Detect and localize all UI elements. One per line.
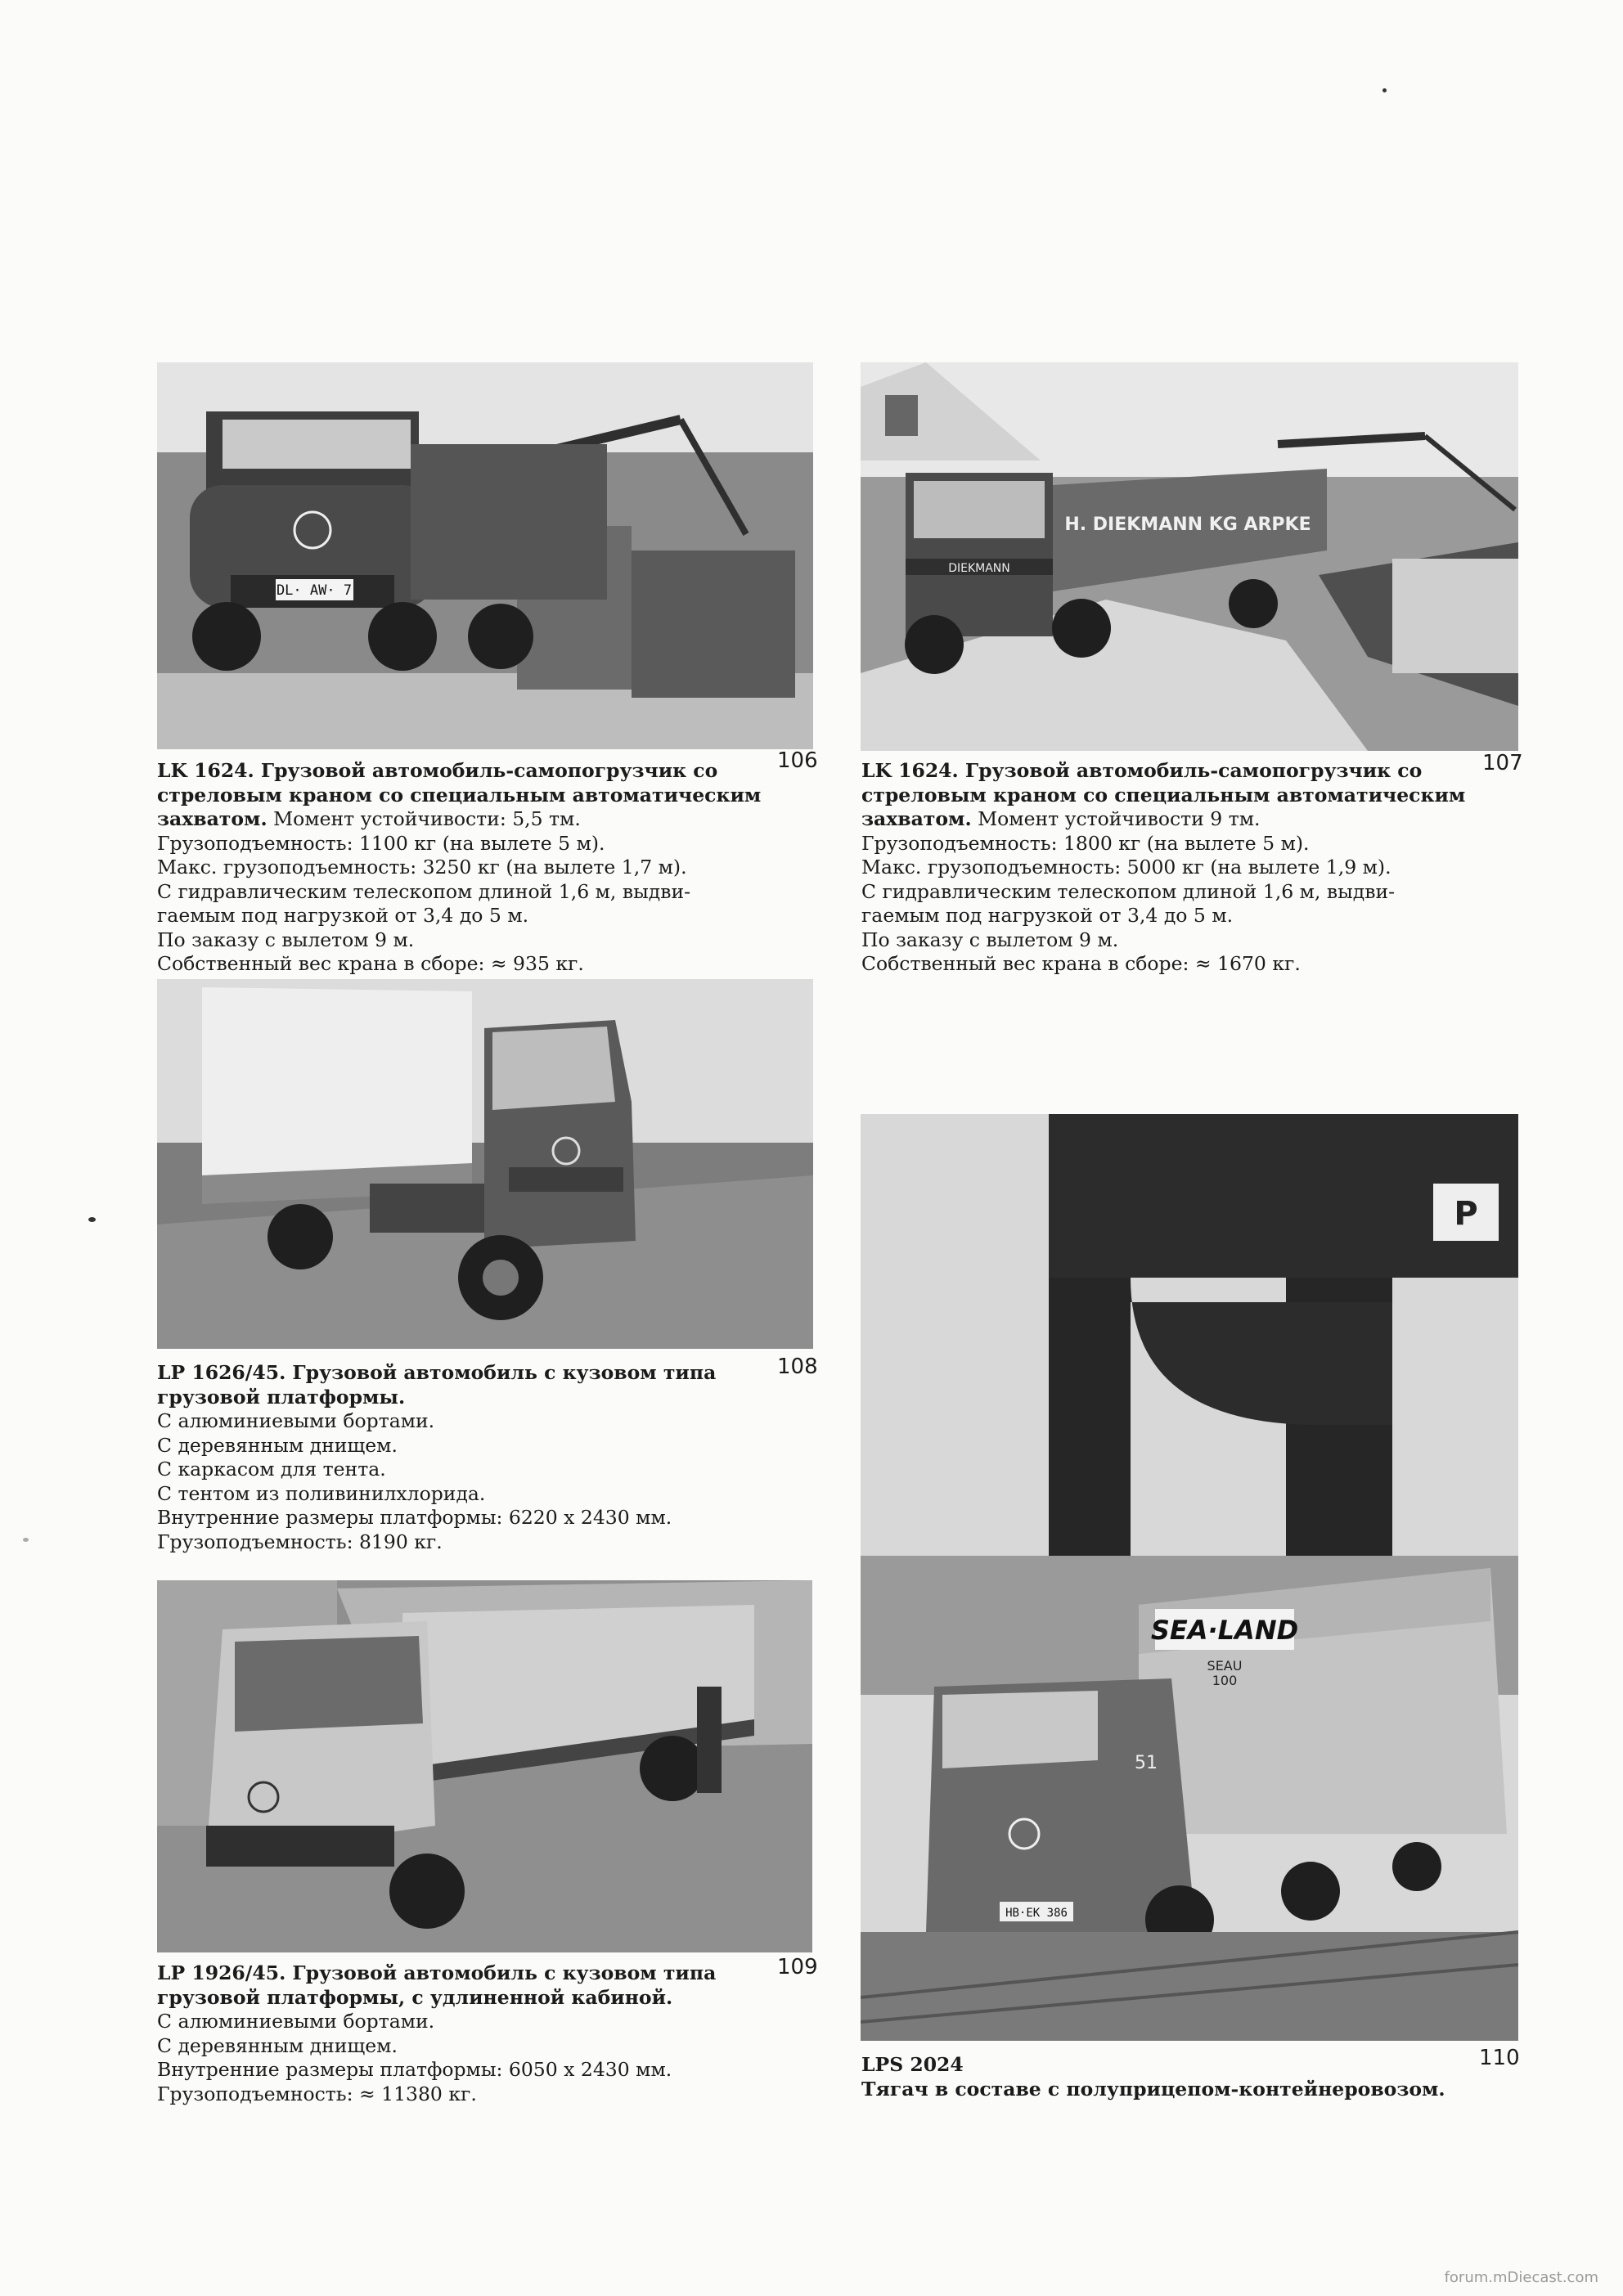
photo-number-109: 109 <box>777 1955 818 1979</box>
caption-109 <box>157 1961 787 2106</box>
caption-lead-mixed: захватом. Момент устойчивости: 5,5 тм. <box>157 807 581 830</box>
cab-sign-107: DIEKMANN <box>948 562 1010 575</box>
scan-speck <box>1382 88 1387 92</box>
scan-speck <box>23 1538 29 1542</box>
photo-106 <box>157 362 813 749</box>
caption-line: Внутренние размеры платформы: 6050 x 2430 мм. <box>157 2058 672 2081</box>
photo-109 <box>157 1580 812 1952</box>
caption-line: Макс. грузоподъемность: 3250 кг (на вылете 1,7 м). <box>157 856 687 878</box>
caption-line: Внутренние размеры платформы: 6220 x 2430 мм. <box>157 1506 672 1529</box>
caption-line: По заказу с вылетом 9 м. <box>157 928 415 951</box>
caption-line: Собственный вес крана в сборе: ≈ 1670 кг. <box>861 952 1301 975</box>
caption-line: гаемым под нагрузкой от 3,4 до 5 м. <box>861 904 1234 927</box>
caption-line: Собственный вес крана в сборе: ≈ 935 кг. <box>157 952 584 975</box>
photo-number-110: 110 <box>1479 2046 1520 2070</box>
caption-line: С деревянным днищем. <box>157 2033 398 2057</box>
caption-line: Грузоподъемность: ≈ 11380 кг. <box>157 2082 477 2105</box>
caption-line: По заказу с вылетом 9 м. <box>861 928 1119 951</box>
body-sign-107: H. DIEKMANN KG ARPKE <box>1064 514 1311 535</box>
caption-line: С гидравлическим телескопом длиной 1,6 м, выдви- <box>861 879 1396 903</box>
watermark: forum.mDiecast.com <box>1444 2269 1598 2286</box>
caption-line: гаемым под нагрузкой от 3,4 до 5 м. <box>157 904 529 927</box>
photo-number-106: 106 <box>777 748 818 773</box>
caption-110 <box>861 2053 1499 2101</box>
caption-lead-line: LK 1624. Грузовой автомобиль-самопогрузчик со <box>861 759 1423 782</box>
container-code-110: SEAU <box>1207 1658 1243 1674</box>
caption-lead-line: LP 1926/45. Грузовой автомобиль с кузовом типа <box>157 1961 717 1984</box>
caption-line: Макс. грузоподъемность: 5000 кг (на вылете 1,9 м). <box>861 856 1391 878</box>
caption-lead-line: стреловым краном со специальным автоматическим <box>157 783 762 807</box>
caption-lead-line: LK 1624. Грузовой автомобиль-самопогрузчик со <box>157 759 718 782</box>
caption-line: Грузоподъемность: 1100 кг (на вылете 5 м). <box>157 831 605 855</box>
truck-plate-110: HB·EK 386 <box>1005 1907 1068 1920</box>
caption-108 <box>157 1361 787 1554</box>
caption-line: Грузоподъемность: 8190 кг. <box>157 1530 443 1553</box>
caption-line: С деревянным днищем. <box>157 1433 398 1457</box>
caption-lead-line: грузовой платформы, с удлиненной кабиной. <box>157 1985 673 2009</box>
crane-sign-110: P <box>1454 1195 1478 1233</box>
photo-108 <box>157 979 813 1349</box>
caption-line: С каркасом для тента. <box>157 1458 386 1480</box>
caption-lead-line: LP 1626/45. Грузовой автомобиль с кузовом типа <box>157 1361 717 1384</box>
caption-line: С гидравлическим телескопом длиной 1,6 м, выдви- <box>157 879 691 903</box>
caption-lead-line: стреловым краном со специальным автоматическим <box>861 783 1466 807</box>
caption-lead-mixed: захватом. Момент устойчивости 9 тм. <box>861 807 1261 830</box>
caption-line: С алюминиевыми бортами. <box>157 2010 435 2033</box>
photo-107 <box>861 362 1518 751</box>
photo-number-107: 107 <box>1482 751 1523 775</box>
cab-number-110: 51 <box>1135 1753 1158 1773</box>
caption-line: С тентом из поливинилхлорида. <box>157 1481 486 1505</box>
scan-speck <box>88 1217 96 1222</box>
caption-line: Грузоподъемность: 1800 кг (на вылете 5 м). <box>861 831 1310 855</box>
caption-lead-line: грузовой платформы. <box>157 1385 406 1409</box>
photo-110 <box>861 1114 1518 2041</box>
caption-lead-line: LPS 2024 <box>861 2053 964 2076</box>
caption-106 <box>157 759 787 977</box>
caption-lead-line: Тягач в составе с полуприцепом-контейнеровозом. <box>861 2077 1445 2101</box>
caption-107 <box>861 759 1499 977</box>
photo-number-108: 108 <box>777 1355 818 1379</box>
truck-plate-106: DL· AW· 7 <box>276 582 353 599</box>
container-brand-110: SEA·LAND <box>1150 1615 1299 1646</box>
container-number-110: 100 <box>1212 1673 1238 1688</box>
caption-line: С алюминиевыми бортами. <box>157 1409 435 1432</box>
